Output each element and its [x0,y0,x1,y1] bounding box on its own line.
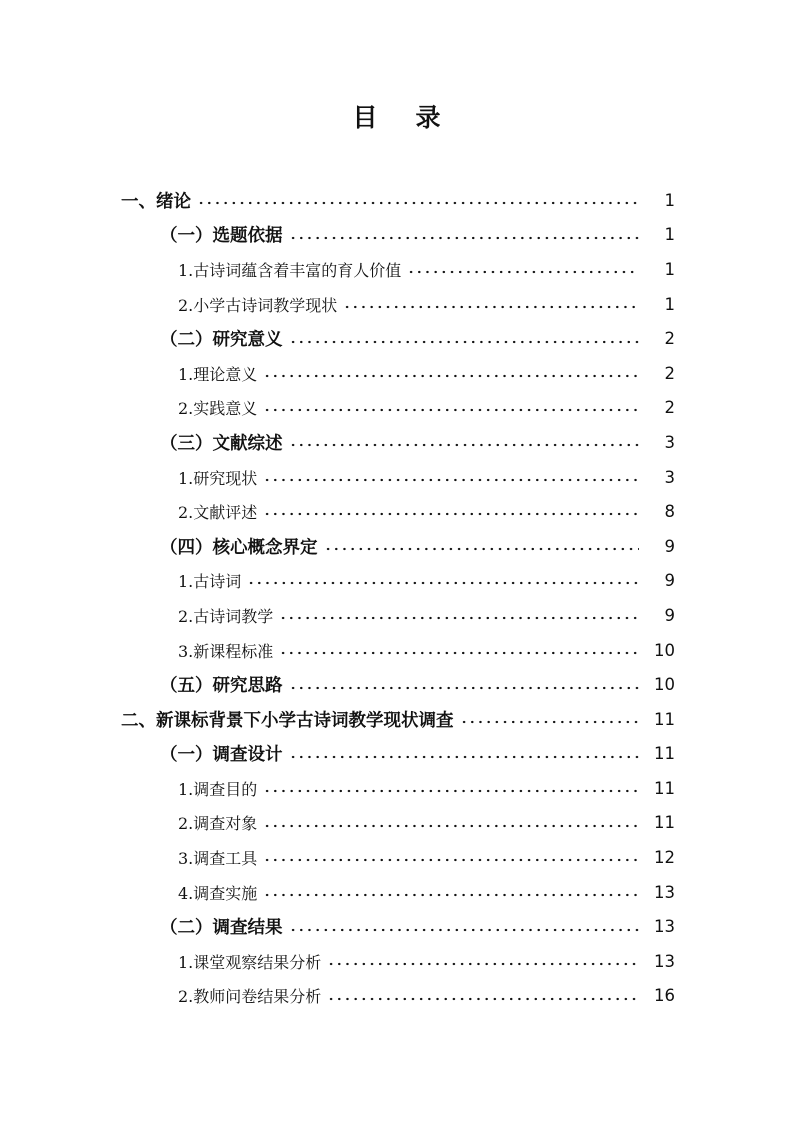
toc-entry-page-number: 9 [664,605,675,625]
toc-entry-page-number: 9 [664,571,675,591]
dot-leader [263,850,639,866]
toc-entry[interactable] [0,252,793,287]
dot-leader [263,884,639,900]
dot-leader [279,642,639,658]
toc-entry[interactable] [0,979,793,1014]
toc-entry[interactable] [0,356,793,391]
toc-entry-label: （二）调查结果 [160,918,283,939]
page-title-char: 录 [415,103,441,132]
toc-entry-page-number: 10 [654,675,675,695]
toc-entry-label: 1.课堂观察结果分析 [178,952,322,972]
toc-entry-label: 3.调查工具 [178,849,258,869]
dot-leader [197,192,639,210]
toc-entry[interactable] [0,737,793,772]
toc-entry-label: 2.古诗词教学 [178,606,274,626]
dot-leader [263,815,639,831]
toc-entry[interactable] [0,633,793,668]
toc-entry-label: 二、新课标背景下小学古诗词教学现状调查 [121,710,454,731]
toc-entry-page-number: 9 [664,536,675,556]
toc-entry[interactable] [0,702,793,737]
toc-entry[interactable] [0,218,793,253]
toc-entry-label: （一）选题依据 [160,226,283,247]
toc-entry[interactable] [0,287,793,322]
dot-leader [289,918,640,936]
toc-entry-label: （三）文献综述 [160,433,283,454]
toc-entry-page-number: 8 [664,502,675,522]
toc-entry-page-number: 11 [654,744,675,764]
dot-leader [263,400,639,416]
toc-entry-page-number: 2 [664,398,675,418]
toc-entry-label: 2.实践意义 [178,399,258,419]
toc-entry-label: 1.研究现状 [178,468,258,488]
toc-entry[interactable] [0,494,793,529]
toc-entry-label: 4.调查实施 [178,883,258,903]
toc-entry[interactable] [0,806,793,841]
toc-entry-page-number: 1 [664,259,675,279]
dot-leader [263,365,639,381]
toc-entry-page-number: 1 [664,190,675,210]
toc-entry-page-number: 3 [664,432,675,452]
toc-entry-label: 1.古诗词蕴含着丰富的育人价值 [178,260,402,280]
toc-entry-label: 2.文献评述 [178,503,258,523]
dot-leader [263,504,639,520]
toc-entry-page-number: 2 [664,329,675,349]
toc-entry-label: 1.古诗词 [178,572,242,592]
toc-entry-label: （一）调查设计 [160,745,283,766]
toc-entry-label: （五）研究思路 [160,676,283,697]
dot-leader [247,573,639,589]
table-of-contents [0,183,793,1013]
toc-entry-label: （二）研究意义 [160,330,283,351]
page-title [0,98,793,134]
toc-entry-page-number: 12 [654,848,675,868]
page-title-char: 目 [352,103,378,132]
dot-leader [289,434,640,452]
toc-entry-page-number: 3 [664,467,675,487]
toc-entry-label: 1.调查目的 [178,779,258,799]
dot-leader [289,226,640,244]
toc-entry[interactable] [0,529,793,564]
toc-entry-label: 1.理论意义 [178,364,258,384]
toc-entry[interactable] [0,944,793,979]
toc-entry[interactable] [0,425,793,460]
toc-entry-page-number: 16 [654,986,675,1006]
dot-leader [460,710,640,728]
toc-entry-page-number: 13 [654,917,675,937]
toc-entry[interactable] [0,909,793,944]
toc-entry-label: 2.小学古诗词教学现状 [178,295,338,315]
toc-entry-page-number: 1 [664,294,675,314]
toc-entry-label: 2.教师问卷结果分析 [178,987,322,1007]
toc-entry[interactable] [0,771,793,806]
toc-entry-page-number: 1 [664,225,675,245]
toc-entry[interactable] [0,183,793,218]
toc-entry[interactable] [0,667,793,702]
dot-leader [343,296,639,312]
dot-leader [327,953,639,969]
dot-leader [279,607,639,623]
toc-entry-label: 一、绪论 [121,191,191,212]
toc-entry[interactable] [0,598,793,633]
toc-entry-label: （四）核心概念界定 [160,537,318,558]
toc-entry[interactable] [0,460,793,495]
toc-entry-page-number: 13 [654,951,675,971]
toc-entry-page-number: 2 [664,363,675,383]
toc-entry[interactable] [0,391,793,426]
dot-leader [324,537,640,555]
dot-leader [289,330,640,348]
toc-entry[interactable] [0,840,793,875]
toc-entry[interactable] [0,321,793,356]
dot-leader [327,988,639,1004]
dot-leader [289,676,640,694]
toc-entry-page-number: 10 [654,640,675,660]
dot-leader [263,780,639,796]
dot-leader [407,261,639,277]
toc-entry-label: 3.新课程标准 [178,641,274,661]
dot-leader [289,745,640,763]
toc-entry-page-number: 11 [654,709,675,729]
toc-entry-page-number: 11 [654,813,675,833]
toc-entry-page-number: 13 [654,882,675,902]
toc-entry[interactable] [0,564,793,599]
toc-entry[interactable] [0,875,793,910]
dot-leader [263,469,639,485]
toc-entry-label: 2.调查对象 [178,814,258,834]
toc-entry-page-number: 11 [654,778,675,798]
